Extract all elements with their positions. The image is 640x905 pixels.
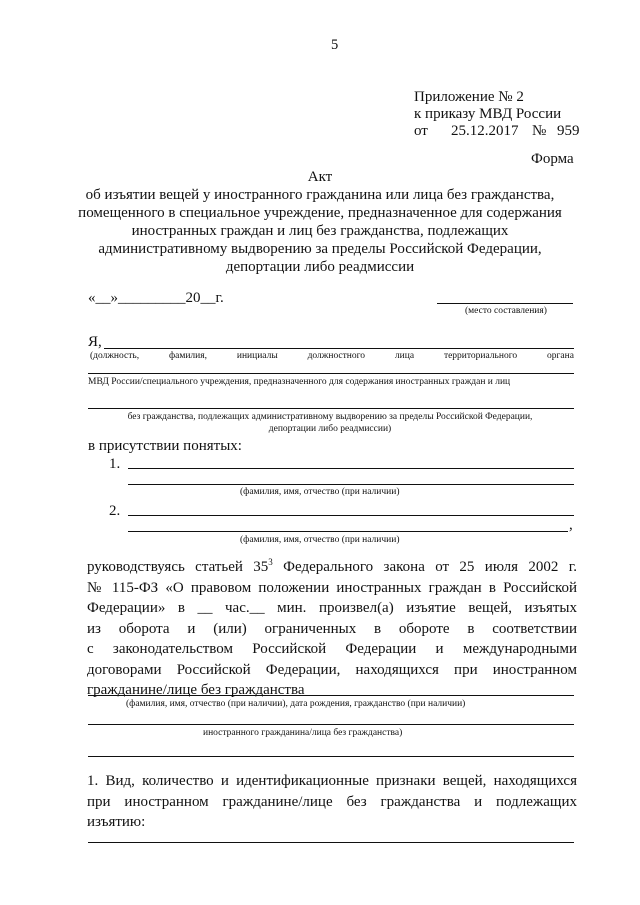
witness-2-number: 2. [109, 503, 121, 519]
witness-1-line-1 [128, 468, 574, 469]
appendix-line-2: к приказу МВД России [414, 106, 562, 122]
article-superscript: 3 [268, 557, 273, 567]
appendix-number-label: № [532, 123, 547, 139]
date-field: «__»_________20__г. [88, 290, 224, 306]
act-subtitle-line-2: помещенного в специальное учреждение, предназначенное для содержания [78, 205, 562, 221]
body-line-1: руководствуясь статьей $35^3$ Федерального закона от 25 июля 2002 г. [87, 557, 577, 575]
witness-1-caption: (фамилия, имя, отчество (при наличии) [240, 487, 400, 497]
ya-label: Я, [88, 334, 102, 350]
witness-1-number: 1. [109, 456, 121, 472]
official-caption-3: без гражданства, подлежащих административному выдворению за пределы Российской Федерации, [127, 412, 533, 422]
section-1-line-3: изъятию: [87, 814, 146, 830]
official-line-2 [88, 373, 574, 374]
official-caption-row [90, 351, 574, 361]
person-line-3 [88, 756, 574, 757]
person-line-2 [88, 724, 574, 725]
witness-2-line-2 [128, 531, 568, 532]
official-caption-word: инициалы [236, 351, 278, 361]
act-subtitle-line-3: иностранных граждан и лиц без гражданства, подлежащих [131, 223, 509, 239]
witness-2-line-1 [128, 515, 574, 516]
section-1-line [88, 842, 574, 843]
witness-2-caption: (фамилия, имя, отчество (при наличии) [240, 535, 400, 545]
appendix-line-1: Приложение № 2 [414, 89, 524, 105]
appendix-number: 959 [557, 123, 580, 139]
official-caption-2: МВД России/специального учреждения, предназначенного для содержания иностранных граждан и лиц [88, 377, 511, 387]
body-line-4: из оборота и (или) ограниченных в обороте в соответствии [87, 620, 577, 637]
act-subtitle-line-5: депортации либо реадмиссии [225, 259, 415, 275]
body-line-7: гражданине/лице без гражданства [87, 682, 305, 698]
official-caption-word: фамилия, [168, 351, 207, 361]
body-line-5: с законодательством Российской Федерации и международными [87, 641, 577, 657]
act-title: Акт [307, 169, 333, 185]
page-number: 5 [331, 37, 339, 53]
official-caption-word: территориального [443, 351, 518, 361]
official-caption-word: органа [547, 351, 574, 361]
section-1-paragraph [87, 771, 577, 833]
act-subtitle-line-4: административному выдворению за пределы Российской Федерации, [98, 241, 542, 257]
official-caption-word: должностного [307, 351, 366, 361]
section-1-line-1: 1. Вид, количество и идентификационные признаки вещей, находящихся [87, 773, 577, 789]
appendix-from-label: от [414, 123, 428, 139]
person-caption-2: иностранного гражданина/лица без гражданства) [203, 728, 403, 738]
body-line-3: Федерации» в __ час.__ мин. произвел(а) изъятие вещей, изъятых [87, 600, 577, 616]
official-line-1 [104, 348, 574, 349]
official-caption-4: депортации либо реадмиссии) [268, 424, 392, 434]
place-line [437, 303, 573, 304]
witnesses-label: в присутствии понятых: [88, 438, 242, 454]
witness-1-line-2 [128, 484, 574, 485]
body-line-2: № 115-ФЗ «О правовом положении иностранных граждан в Российской [87, 579, 577, 596]
body-line-6: договорами Российской Федерации, находящихся при иностранном [87, 661, 577, 678]
official-caption-word: лица [394, 351, 415, 361]
witness-2-comma: , [569, 517, 573, 533]
official-caption-word: (должность, [90, 351, 140, 361]
form-label: Форма [531, 151, 574, 167]
section-1-line-2: при иностранном гражданине/лице без гражданства и подлежащих [87, 793, 577, 810]
official-line-3 [88, 408, 574, 409]
act-subtitle-line-1: об изъятии вещей у иностранного гражданина или лица без гражданства, [85, 187, 555, 203]
body-paragraph [87, 557, 577, 701]
place-caption: (место составления) [465, 306, 547, 316]
person-line-1 [88, 695, 574, 696]
person-caption: (фамилия, имя, отчество (при наличии), дата рождения, гражданство (при наличии) [126, 699, 466, 709]
appendix-date: 25.12.2017 [451, 123, 519, 139]
